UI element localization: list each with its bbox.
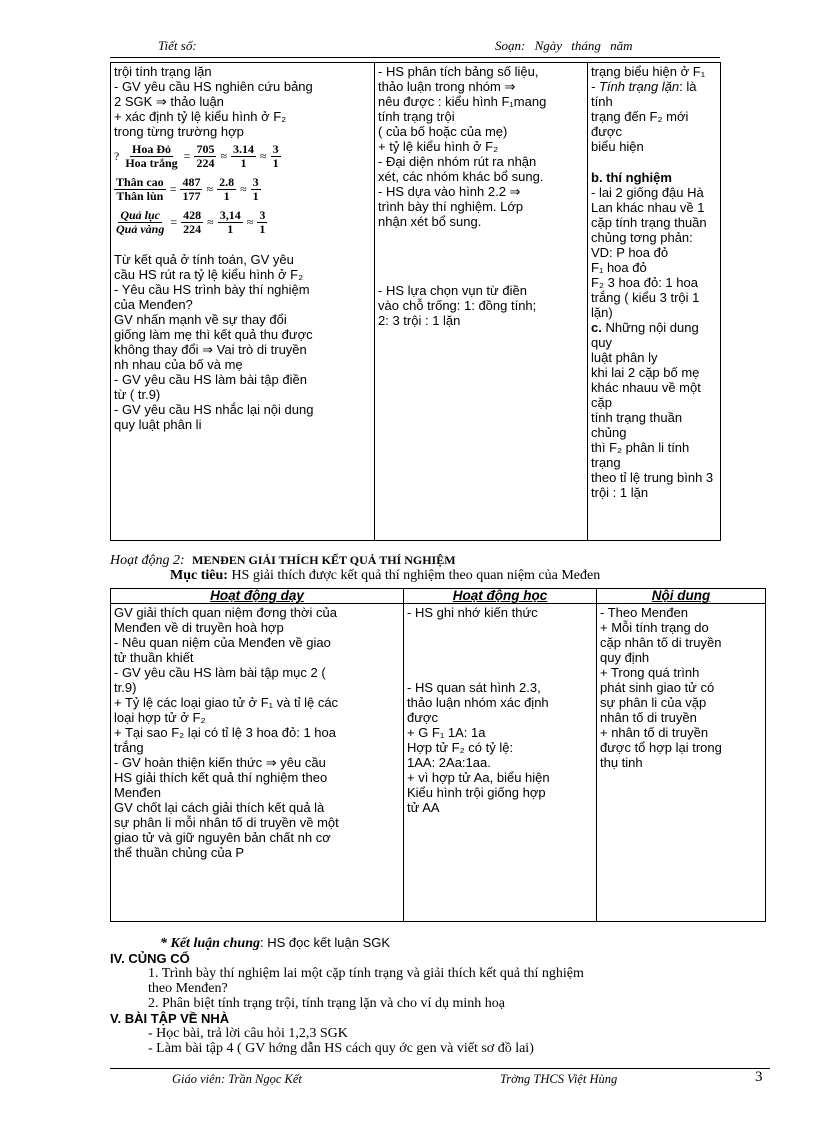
text-line: xét, các nhóm khác bổ sung.	[378, 169, 544, 184]
text-line: Menđen	[114, 785, 161, 800]
text-line: chủng tơng phản:	[591, 230, 693, 245]
review-question: 2. Phân biệt tính trạng trội, tính trạng lặn và cho ví dụ minh hoạ	[148, 996, 505, 1011]
text-line: quy định	[600, 650, 650, 665]
approx-sign: ≈	[207, 215, 214, 229]
text-line: tính trạng trội	[378, 109, 455, 124]
text-line: thụ tinh	[600, 755, 643, 770]
text-line: cặp tính trạng thuần	[591, 215, 707, 230]
fraction	[180, 176, 202, 203]
text-line: - Đại diện nhóm rút ra nhận	[378, 154, 537, 169]
approx-sign: ≈	[260, 149, 267, 163]
col-header-content: Nội dung	[597, 589, 766, 604]
numerator: Quả lục	[120, 208, 161, 222]
text-line: - GV yêu cầu HS nghiên cứu bảng	[114, 79, 313, 94]
text-line: không thay đổi ⇒ Vai trò di truyền	[114, 342, 307, 357]
content-line: : là tính	[591, 79, 697, 109]
text-line: - lai 2 giống đậu Hà	[591, 185, 704, 200]
denominator: 1	[240, 156, 247, 170]
text-line: GV chốt lại cách giải thích kết quả là	[114, 800, 325, 815]
text-line: ( của bố hoặc của mẹ)	[378, 124, 508, 139]
fraction	[217, 176, 236, 203]
text-line: giống làm mẹ thì kết quả thu được	[114, 327, 313, 342]
text-line: - HS quan sát hình 2.3,	[407, 680, 541, 695]
text-line: nhận xét bổ sung.	[378, 214, 482, 229]
prep-date: Soạn: Ngày tháng năm	[495, 38, 633, 53]
page-header	[110, 38, 730, 56]
text-line: - Yêu cầu HS trình bày thí nghiệm	[114, 282, 310, 297]
content-cell	[597, 604, 766, 922]
text-line: Từ kết quả ở tính toán, GV yêu	[114, 252, 294, 267]
equals-sign: =	[183, 149, 191, 163]
text-line: Kiểu hình trội giống hợp	[407, 785, 546, 800]
text-line: khác nhauu về một cặp	[591, 380, 701, 410]
text-line: tử thuần khiết	[114, 650, 194, 665]
text-line: - GV yêu cầu HS làm bài tập mục 2 (	[114, 665, 326, 680]
denominator: Hoa trắng	[125, 156, 178, 170]
teaching-cell	[111, 604, 404, 922]
learning-cell	[404, 604, 597, 922]
text-line: - GV yêu cầu HS nhắc lại nội dung	[114, 402, 314, 417]
content-heading-c: c.	[591, 320, 602, 335]
goal-line	[170, 568, 600, 584]
review-question: 1. Trình bày thí nghiệm lai một cặp tính trạng và giải thích kết quả thí nghiệm	[148, 966, 584, 981]
text-line: thể thuần chủng của P	[114, 845, 245, 860]
text-line: 1AA: 2Aa:1aa.	[407, 755, 491, 770]
fraction	[231, 143, 256, 170]
text-line: - Nêu quan niệm của Menđen về giao	[114, 635, 331, 650]
text-line: trắng	[114, 740, 144, 755]
content-cell	[588, 63, 721, 541]
text-line: vào chỗ trống: 1: đồng tính;	[378, 298, 537, 313]
ratio-formula	[114, 209, 371, 236]
text-line: từ ( tr.9)	[114, 387, 161, 402]
activity-1-table	[110, 62, 721, 541]
approx-sign: ≈	[206, 182, 214, 196]
teacher-activity-cell	[111, 63, 375, 541]
text-line: của Menđen?	[114, 297, 193, 312]
closing-sections	[110, 935, 770, 1056]
text-line: sự phân li của vặp	[600, 695, 707, 710]
text-line: loại hợp tử ở F₂	[114, 710, 206, 725]
experiment-heading: b. thí nghiệm	[591, 170, 672, 185]
activity-2-label: Hoạt động 2:	[110, 553, 185, 568]
equals-sign: =	[170, 215, 178, 229]
text-line: F₂ 3 hoa đỏ: 1 hoa	[591, 275, 698, 290]
denominator: 1	[272, 156, 279, 170]
text-line: luật phân ly	[591, 350, 658, 365]
text-line: thì F₂ phân li tính trạng	[591, 440, 690, 470]
text-line: Menđen về di truyền hoà hợp	[114, 620, 284, 635]
approx-sign: ≈	[246, 215, 254, 229]
homework-item: - Học bài, trả lời câu hỏi 1,2,3 SGK	[148, 1026, 348, 1041]
text-line: quy luật phân li	[114, 417, 202, 432]
ratio-formula	[114, 143, 371, 170]
text-line: - HS ghi nhớ kiến thức	[407, 605, 538, 620]
numerator: 705	[196, 142, 215, 156]
text-line: + Tỷ lệ các loại giao tử ở F₁ và tỉ lệ các	[114, 695, 339, 710]
text-line: + Tại sao F₂ lại có tỉ lệ 3 hoa đỏ: 1 hoa	[114, 725, 336, 740]
activity-2-table	[110, 588, 766, 922]
text-line: + vì hợp tử Aa, biểu hiện	[407, 770, 550, 785]
teacher-name: Giáo viên: Trần Ngọc Kết	[172, 1072, 302, 1086]
text-line: + Trong quá trình	[600, 665, 700, 680]
ratio-formula	[114, 176, 371, 203]
review-question: theo Menđen?	[148, 981, 228, 996]
numerator: 3,14	[219, 208, 241, 222]
activity-2-title: MENĐEN GIẢI THÍCH KẾT QUẢ THÍ NGHIỆM	[192, 553, 456, 567]
header-rule	[110, 57, 720, 58]
footer-rule	[110, 1068, 770, 1069]
text-line: - GV hoàn thiện kiến thức ⇒ yêu cầu	[114, 755, 326, 770]
text-line: theo tỉ lệ trung bình 3	[591, 470, 714, 485]
goal-label: Mục tiêu:	[170, 568, 228, 583]
text-line: cặp nhân tố di truyền	[600, 635, 722, 650]
equals-sign: =	[169, 182, 177, 196]
text-line: trình bày thí nghiệm. Lớp	[378, 199, 524, 214]
text-line: + nhân tố di truyền	[600, 725, 709, 740]
content-line: trạng biểu hiện ở F₁	[591, 64, 706, 79]
question-mark: ?	[114, 149, 120, 163]
text-line: được tổ hợp lại trong	[600, 740, 722, 755]
conclusion-label: * Kết luận chung	[160, 936, 260, 951]
numerator: 3	[259, 208, 266, 222]
text-line: GV giải thích quan niệm đơng thời của	[114, 605, 338, 620]
approx-sign: ≈	[240, 182, 247, 196]
col-header-learning: Hoạt động học	[404, 589, 597, 604]
text-line: + Mỗi tính trạng do	[600, 620, 709, 635]
text-line: Hợp tử F₂ có tỷ lệ:	[407, 740, 514, 755]
text-line: được	[407, 710, 438, 725]
text-line: khi lai 2 cặp bố mẹ	[591, 365, 700, 380]
text-line: - GV yêu cầu HS làm bài tập điền	[114, 372, 307, 387]
fraction	[181, 209, 203, 236]
numerator: Thân cao	[116, 175, 164, 189]
text-line: + tỷ lệ kiểu hình ở F₂	[378, 139, 499, 154]
numerator: 487	[182, 175, 201, 189]
numerator: Hoa Đỏ	[132, 142, 171, 156]
conclusion-line	[110, 935, 770, 951]
text-line: HS giải thích kết quả thí nghiệm theo	[114, 770, 328, 785]
text-line: trong từng trường hợp	[114, 124, 244, 139]
text-line: - HS phân tích bảng số liệu,	[378, 64, 539, 79]
fraction	[218, 209, 243, 236]
text-line: VD: P hoa đỏ	[591, 245, 669, 260]
school-name: Trờng THCS Việt Hùng	[500, 1072, 618, 1086]
text-line: - HS dựa vào hình 2.2 ⇒	[378, 184, 521, 199]
text-line: 2 SGK ⇒ thảo luận	[114, 94, 224, 109]
approx-sign: ≈	[220, 149, 228, 163]
text-line: tr.9)	[114, 680, 137, 695]
denominator: 1	[227, 222, 234, 236]
text-line: - Theo Menđen	[600, 605, 688, 620]
numerator: 428	[183, 208, 202, 222]
goal-text: HS giải thích được kết quả thí nghiệm theo quan niệm của Međen	[227, 568, 601, 583]
content-line: Những nội dung quy	[591, 320, 699, 350]
numerator: 3.14	[233, 142, 255, 156]
text-line: cầu HS rút ra tỷ lệ kiểu hình ở F₂	[114, 267, 304, 282]
recessive-trait-label: - Tính trạng lặn	[591, 79, 680, 94]
denominator: 177	[182, 189, 201, 203]
section-4-title: IV. CỦNG CỐ	[110, 951, 190, 966]
text-line: + G F₁ 1A: 1a	[407, 725, 486, 740]
activity-2-heading	[110, 553, 456, 569]
student-activity-cell	[375, 63, 588, 541]
text-line: trắng ( kiểu 3 trội 1 lặn)	[591, 290, 700, 320]
lesson-number: Tiết số:	[158, 38, 197, 53]
text-line: nhân tố di truyền	[600, 710, 697, 725]
text-line: tử AA	[407, 800, 440, 815]
fraction	[251, 176, 261, 203]
fraction	[271, 143, 281, 170]
text-line: biểu hiện	[591, 139, 644, 154]
text-line: trạng đến F₂ mới được	[591, 109, 689, 139]
text-line: - HS lựa chọn vụn từ điền	[378, 283, 527, 298]
text-line: F₁ hoa đỏ	[591, 260, 647, 275]
fraction	[123, 143, 179, 170]
numerator: 3	[252, 175, 259, 189]
text-line: trội : 1 lặn	[591, 485, 649, 500]
text-line: 2: 3 trội : 1 lặn	[378, 313, 461, 328]
text-line: thảo luận trong nhóm ⇒	[378, 79, 516, 94]
text-line: thảo luận nhóm xác định	[407, 695, 549, 710]
numerator: 2.8	[219, 175, 235, 189]
section-5-title: V. BÀI TẬP VỀ NHÀ	[110, 1011, 230, 1026]
denominator: 1	[223, 189, 230, 203]
text-line: Lan khác nhau về 1	[591, 200, 705, 215]
denominator: 224	[183, 222, 202, 236]
homework-item: - Làm bài tập 4 ( GV hớng dẫn HS cách quy ớc gen và viết sơ đồ lai)	[148, 1041, 534, 1056]
numerator: 3	[272, 142, 279, 156]
text-line: tính trạng thuần chủng	[591, 410, 683, 440]
fraction	[257, 209, 267, 236]
text-line: sự phân li mỗi nhân tố di truyền về một	[114, 815, 339, 830]
col-header-teaching: Hoạt động dạy	[111, 589, 404, 604]
text-line: nêu được : kiểu hình F₁mang	[378, 94, 547, 109]
page-number: 3	[755, 1069, 763, 1085]
denominator: 1	[259, 222, 266, 236]
denominator: 224	[196, 156, 215, 170]
text-line: giao tử và giữ nguyên bản chất nh cơ	[114, 830, 331, 845]
fraction	[114, 209, 166, 236]
text-line: GV nhấn mạnh về sự thay đổi	[114, 312, 287, 327]
conclusion-text: : HS đọc kết luận SGK	[259, 935, 391, 950]
fraction	[194, 143, 216, 170]
fraction	[114, 176, 166, 203]
text-line: + xác định tỷ lệ kiểu hình ở F₂	[114, 109, 287, 124]
text-line: nh nhau của bố và mẹ	[114, 357, 243, 372]
denominator: Thân lùn	[116, 189, 164, 203]
text-line: phát sinh giao tử có	[600, 680, 715, 695]
text-line: trội tính trạng lặn	[114, 64, 212, 79]
denominator: 1	[252, 189, 259, 203]
denominator: Quả vàng	[116, 222, 165, 236]
